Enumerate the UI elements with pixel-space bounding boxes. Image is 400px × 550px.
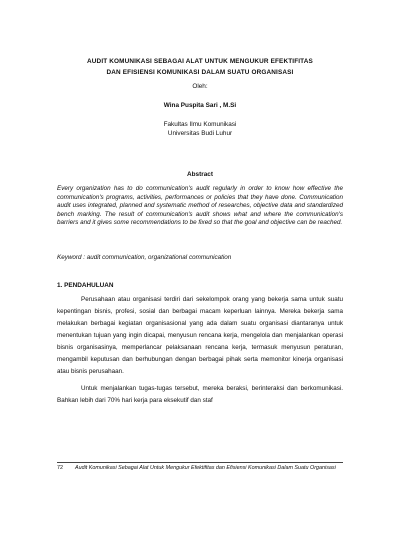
title-line-1: AUDIT KOMUNIKASI SEBAGAI ALAT UNTUK MENGUKUR EFEKTIFITAS	[87, 58, 313, 65]
author-affiliation	[40, 120, 360, 138]
section-body	[57, 294, 343, 412]
affiliation-university: Universitas Budi Luhur	[167, 130, 233, 137]
running-footer-text: Audit Komunikasi Sebagai Alat Untuk Mengukur Efektifitas dan Efisiensi Komunikasi Dalam Suatu Organisasi	[75, 465, 336, 471]
paragraph-2: Untuk menjalankan tugas-tugas tersebut, mereka beraksi, berinteraksi dan berkomunikasi. Bahkan lebih dari 70% hari kerja para eksekutif dan staf	[57, 385, 343, 404]
keywords: Keyword : audit communication, organizational communication	[57, 254, 232, 261]
paper-title	[40, 56, 360, 78]
page-footer	[57, 465, 343, 472]
oleh-label: Oleh:	[192, 83, 208, 90]
section-heading: 1. PENDAHULUAN	[57, 282, 114, 289]
abstract-heading: Abstract	[187, 171, 213, 178]
affiliation-faculty: Fakultas Ilmu Komunikasi	[163, 121, 237, 128]
title-line-2: DAN EFISIENSI KOMUNIKASI DALAM SUATU ORGANISASI	[106, 69, 294, 76]
paragraph-1: Perusahaan atau organisasi terdiri dari sekelompok orang yang bekerja sama untuk suatu kepentingan bisnis, profesi, sosial dan berbagai macam keperluan lainnya. Mereka bekerja sama melakukan berbagai kegiatan organisasional yang ada dalam suatu organisasi diantaranya untuk menentukan tujuan yang ingin dicapai, menyusun rencana kerja, mengelola dan menjalankan operasi bisnis organisasinya, memperlancar pelaksanaan rencana kerja, termasuk menyusun peraturan, mengambil keputusan dan berhubungan dengan berbagai pihak serta memonitor kinerja organisasi atau bisnis perusahaan.	[57, 296, 343, 375]
abstract-text: Every organization has to do communication's audit regularly in order to know how effective the communication's programs, activities, performances or policies that they have done. Communication audit uses integrated, planned and systematic method of researches, objective data and standardized bench marking. The result of communication's audit shows what and where the communication's barriers and it gives some recommendations to be fixed so that the goal and objective can be reached.	[57, 185, 343, 226]
page-number: 72	[57, 465, 63, 471]
author-name: Wina Puspita Sari , M.Si	[163, 102, 237, 109]
footer-divider	[57, 462, 343, 463]
